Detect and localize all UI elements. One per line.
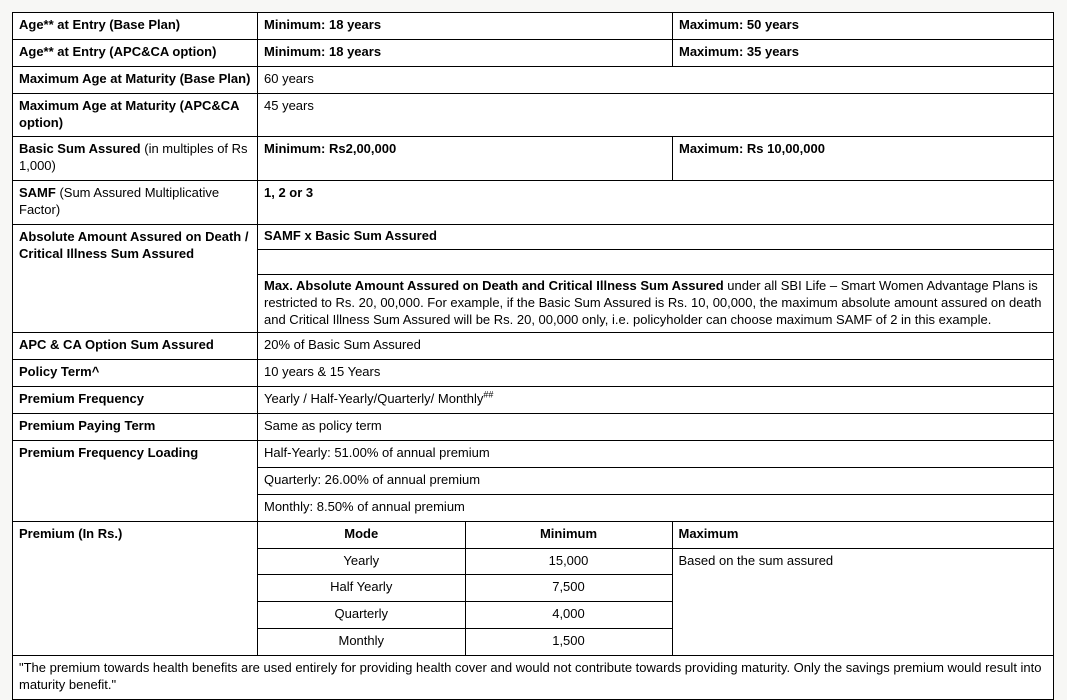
- premium-table-header-row: [258, 522, 1053, 548]
- row-label-premium-frequency-loading: Premium Frequency Loading: [13, 441, 258, 522]
- premium-mode-quarterly: Quarterly: [258, 602, 465, 629]
- inner-row: [258, 225, 1053, 249]
- premium-mode-half-yearly: Half Yearly: [258, 575, 465, 602]
- label-main-text: Basic Sum Assured: [19, 141, 141, 157]
- label-main-text: SAMF: [19, 185, 56, 201]
- table-row: [13, 137, 1054, 181]
- table-row: [13, 441, 1054, 468]
- premium-max-value: Based on the sum assured: [672, 548, 1053, 655]
- inner-row-spacer: [258, 249, 1053, 274]
- absolute-amount-inner-table: [258, 225, 1053, 332]
- row-label-age-entry-apcca: Age** at Entry (APC&CA option): [13, 39, 258, 66]
- table-row-footnote: [13, 656, 1054, 700]
- table-row: [13, 414, 1054, 441]
- label-note-text: (Sum Assured Multiplicative Factor): [19, 185, 220, 218]
- table-row: [13, 360, 1054, 387]
- row-value-age-entry-apcca-min: Minimum: 18 years: [258, 39, 673, 66]
- label-note-text: (in multiples of Rs 1,000): [19, 141, 248, 174]
- premium-min-half-yearly: 7,500: [465, 575, 672, 602]
- row-label-basic-sum-assured: [13, 137, 258, 181]
- premium-mode-monthly: Monthly: [258, 629, 465, 655]
- premium-mode-yearly: Yearly: [258, 548, 465, 575]
- row-label-policy-term: Policy Term^: [13, 360, 258, 387]
- row-value-apcca-option-sum-assured: 20% of Basic Sum Assured: [258, 333, 1054, 360]
- row-label-max-age-maturity-base: Maximum Age at Maturity (Base Plan): [13, 66, 258, 93]
- product-specification-table: [12, 12, 1054, 700]
- premium-header-maximum: Maximum: [672, 522, 1053, 548]
- premium-min-monthly: 1,500: [465, 629, 672, 655]
- row-value-basic-sum-assured-min: Minimum: Rs2,00,000: [258, 137, 673, 181]
- table-row: [13, 521, 1054, 655]
- row-label-premium-paying-term: Premium Paying Term: [13, 414, 258, 441]
- premium-min-quarterly: 4,000: [465, 602, 672, 629]
- premium-frequency-footnote-marker: ##: [483, 389, 494, 400]
- table-row: [13, 93, 1054, 137]
- premium-loading-monthly: Monthly: 8.50% of annual premium: [258, 494, 1054, 521]
- table-row: [13, 181, 1054, 225]
- row-value-max-age-maturity-apcca: 45 years: [258, 93, 1054, 137]
- premium-min-yearly: 15,000: [465, 548, 672, 575]
- row-value-premium-in-rs: [258, 521, 1054, 655]
- footnote-text: "The premium towards health benefits are used entirely for providing health cover and would not contribute towards providing maturity. Only the savings premium would result into maturity benefit.": [13, 656, 1054, 700]
- row-label-premium-frequency: Premium Frequency: [13, 387, 258, 414]
- inner-row: [258, 274, 1053, 332]
- table-row: [13, 333, 1054, 360]
- premium-header-minimum: Minimum: [465, 522, 672, 548]
- row-label-premium-in-rs: Premium (In Rs.): [13, 521, 258, 655]
- row-value-absolute-amount-assured: [258, 225, 1054, 333]
- max-absolute-amount-paragraph: [258, 274, 1053, 332]
- paragraph-rest: under all SBI Life – Smart Women Advantage Plans is restricted to Rs. 20, 00,000. For example, if the Basic Sum Assured is Rs. 10, 00,000, the maximum absolute amount assured on death and Critical Illness Sum Assured will be Rs. 20, 00,000 only, i.e. policyholder can choose maximum SAMF of 2 in this example.: [264, 277, 1042, 327]
- row-label-max-age-maturity-apcca: Maximum Age at Maturity (APC&CA option): [13, 93, 258, 137]
- row-value-max-age-maturity-base: 60 years: [258, 66, 1054, 93]
- row-value-policy-term: 10 years & 15 Years: [258, 360, 1054, 387]
- row-label-apcca-option-sum-assured: APC & CA Option Sum Assured: [13, 333, 258, 360]
- row-label-absolute-amount-assured: Absolute Amount Assured on Death / Critical Illness Sum Assured: [13, 225, 258, 333]
- row-value-age-entry-base-min: Minimum: 18 years: [258, 13, 673, 40]
- row-value-basic-sum-assured-max: Maximum: Rs 10,00,000: [673, 137, 1054, 181]
- row-value-age-entry-apcca-max: Maximum: 35 years: [673, 39, 1054, 66]
- row-label-age-entry-base: Age** at Entry (Base Plan): [13, 13, 258, 40]
- row-label-samf: [13, 181, 258, 225]
- row-value-age-entry-base-max: Maximum: 50 years: [673, 13, 1054, 40]
- table-row: [13, 225, 1054, 333]
- row-value-premium-frequency: [258, 387, 1054, 414]
- table-row: [13, 387, 1054, 414]
- table-row: [13, 39, 1054, 66]
- table-row: [13, 66, 1054, 93]
- row-value-premium-paying-term: Same as policy term: [258, 414, 1054, 441]
- spacer-cell: [258, 249, 1053, 274]
- row-value-samf: 1, 2 or 3: [258, 181, 1054, 225]
- premium-loading-half-yearly: Half-Yearly: 51.00% of annual premium: [258, 441, 1054, 468]
- table-row: [13, 13, 1054, 40]
- premium-frequency-text: Yearly / Half-Yearly/Quarterly/ Monthly: [264, 391, 484, 407]
- premium-breakdown-table: [258, 522, 1053, 655]
- paragraph-bold-lead: Max. Absolute Amount Assured on Death and Critical Illness Sum Assured: [264, 277, 724, 293]
- premium-loading-quarterly: Quarterly: 26.00% of annual premium: [258, 467, 1054, 494]
- premium-table-row: [258, 548, 1053, 575]
- samf-formula-text: SAMF x Basic Sum Assured: [258, 225, 1053, 249]
- premium-header-mode: Mode: [258, 522, 465, 548]
